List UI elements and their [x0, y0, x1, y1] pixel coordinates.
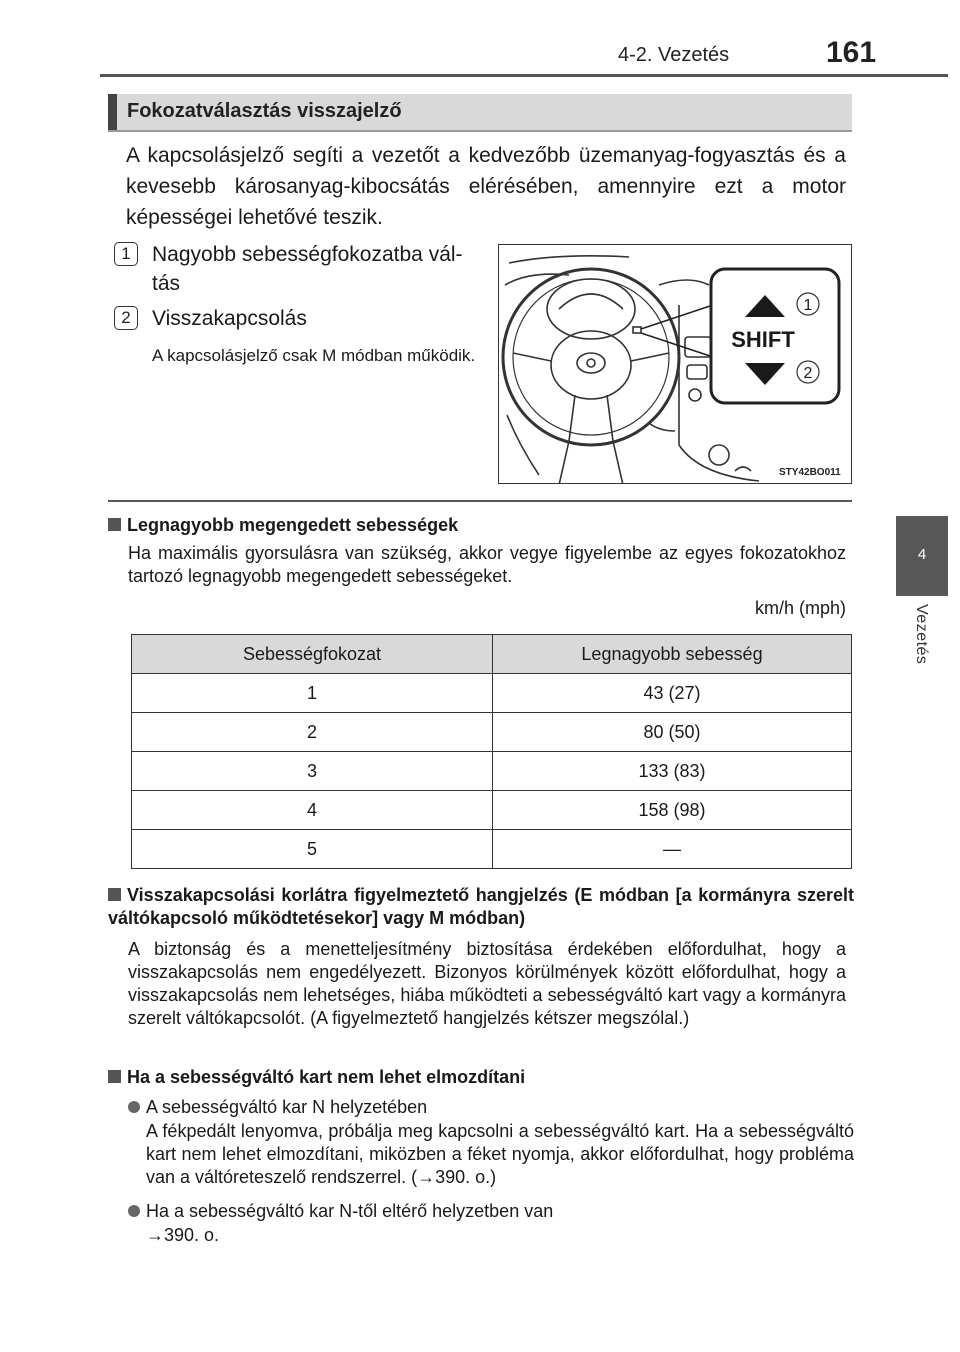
- column-header-max-speed: Legnagyobb sebesség: [493, 635, 852, 674]
- speed-cell: 133 (83): [493, 752, 852, 791]
- header-section-title: 4-2. Vezetés: [618, 44, 730, 66]
- table-header-row: [132, 635, 852, 674]
- header-rule: [100, 74, 948, 77]
- speed-cell: 43 (27): [493, 674, 852, 713]
- max-speed-heading: Legnagyobb megengedett sebességek: [108, 514, 458, 537]
- gear-cell: 5: [132, 830, 493, 869]
- item-number-badge-1: 1: [114, 242, 138, 266]
- mode-note: A kapcsolásjelző csak M módban működik.: [152, 346, 476, 365]
- chapter-label: Vezetés: [913, 604, 930, 665]
- dashboard-illustration: [499, 245, 852, 484]
- round-bullet-icon: [128, 1101, 140, 1113]
- square-bullet-icon: [108, 1070, 121, 1083]
- section-banner: [108, 94, 852, 130]
- callout-number-2: 2: [803, 365, 813, 382]
- table-row: [132, 830, 852, 869]
- figure-code: STY42BO011: [779, 467, 841, 478]
- speed-cell: —: [493, 830, 852, 869]
- banner-underline: [108, 130, 852, 132]
- item-1-line-2: tás: [152, 272, 181, 295]
- gear-cell: 4: [132, 791, 493, 830]
- column-header-gear: Sebességfokozat: [132, 635, 493, 674]
- gear-cell: 2: [132, 713, 493, 752]
- intro-paragraph: A kapcsolásjelző segíti a vezetőt a kedvezőbb üzemanyag-fogyasztás és a kevesebb károsanyag-kibocsátás elérésében, amennyire ezt a motor képességei lehetővé teszik.: [126, 144, 846, 229]
- section-title: Fokozatválasztás visszajelző: [127, 100, 402, 122]
- table-row: [132, 674, 852, 713]
- chapter-tab: [896, 516, 948, 596]
- item-2-text: Visszakapcsolás: [152, 307, 307, 330]
- speed-cell: 158 (98): [493, 791, 852, 830]
- speed-cell: 80 (50): [493, 713, 852, 752]
- callout-number-1: 1: [803, 297, 813, 314]
- dashboard-figure: [498, 244, 852, 484]
- gear-cell: 3: [132, 752, 493, 791]
- section-divider: [108, 500, 852, 502]
- chapter-number: 4: [917, 546, 927, 563]
- square-bullet-icon: [108, 518, 121, 531]
- table-row: [132, 713, 852, 752]
- bullet-other-position-text: →390. o.: [146, 1225, 220, 1245]
- item-number-badge-2: 2: [114, 306, 138, 330]
- bullet-other-position: Ha a sebességváltó kar N-től eltérő helyzetben van: [128, 1200, 553, 1223]
- gear-cell: 1: [132, 674, 493, 713]
- downshift-warning-text: A biztonság és a menetteljesítmény biztosítása érdekében előfordulhat, hogy a visszakapcsolás nem engedélyezett. Bizonyos körülmények között előfordulhat, hogy a visszakapcsolás nem lehetséges, hiába működteti a sebességváltó kart vagy a kormányra szerelt váltókapcsolót. (A figyelmeztető hangjelzés kétszer megszólal.): [128, 939, 846, 1028]
- page-number: 161: [826, 36, 877, 69]
- round-bullet-icon: [128, 1205, 140, 1217]
- speed-unit: km/h (mph): [754, 598, 846, 618]
- bullet-n-position: A sebességváltó kar N helyzetében: [128, 1096, 427, 1119]
- shift-label: SHIFT: [731, 327, 795, 352]
- max-speed-table: [131, 634, 852, 869]
- lever-stuck-heading: Ha a sebességváltó kart nem lehet elmozdítani: [108, 1066, 525, 1089]
- item-1-line-1: Nagyobb sebességfokozatba vál-: [152, 243, 463, 266]
- downshift-warning-heading: Visszakapcsolási korlátra figyelmeztető hangjelzés (E módban [a kormányra szerelt váltókapcsoló működtetésekor] vagy M módban): [108, 885, 854, 928]
- bullet-n-position-text: A fékpedált lenyomva, próbálja meg kapcsolni a sebességváltó kart. Ha a sebességváltó kart nem lehet elmozdítani, miközben a féket nyomja, akkor előfordulhat, hogy probléma van a váltóreteszelő rendszerrel. (→390. o.): [146, 1121, 854, 1187]
- table-row: [132, 791, 852, 830]
- square-bullet-icon: [108, 888, 121, 901]
- table-row: [132, 752, 852, 791]
- max-speed-text: Ha maximális gyorsulásra van szükség, akkor vegye figyelembe az egyes fokozatokhoz tartozó legnagyobb megengedett sebességeket.: [128, 543, 846, 586]
